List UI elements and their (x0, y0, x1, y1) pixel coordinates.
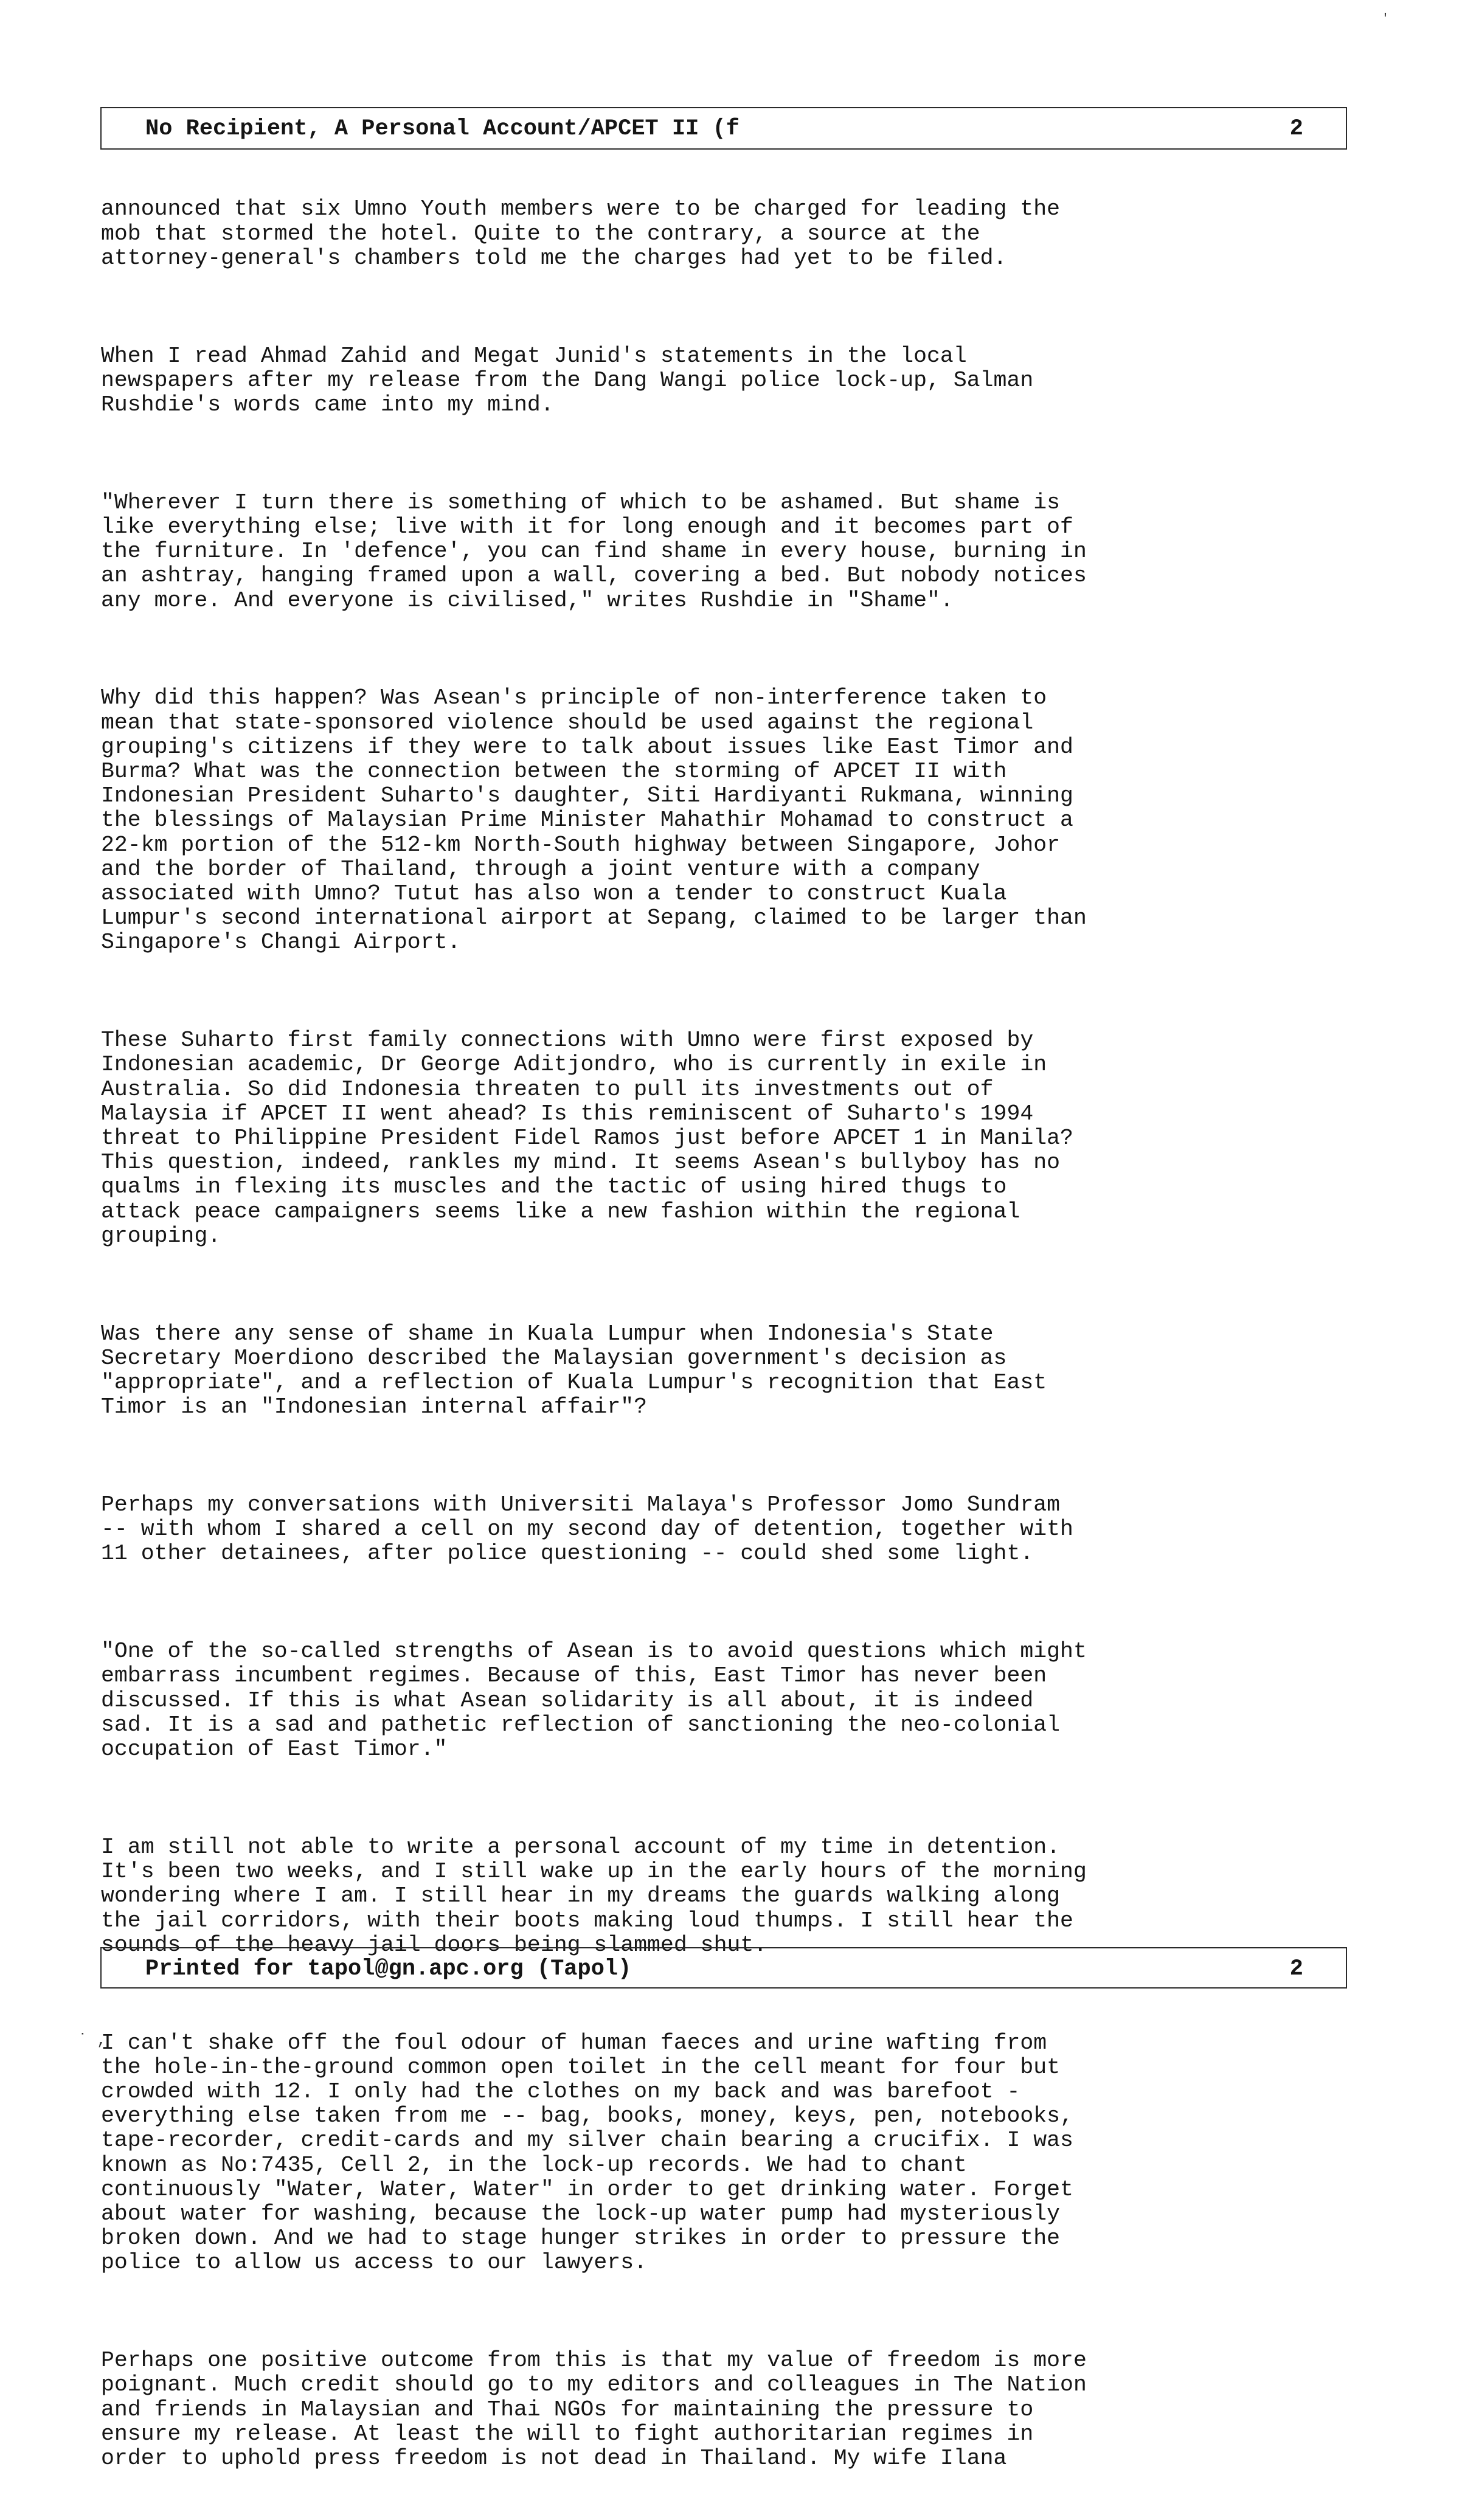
header-page-number: 2 (1289, 116, 1303, 142)
paragraph: "Wherever I turn there is something of which to be ashamed. But shame is like everything else; live with it for long enough and it becomes part of the furniture. In 'defence', you can find shame in every house, burning in an ashtray, hanging framed upon a wall, covering a bed. But nobody notices any more. And everyone is civilised," writes Rushdie in "Shame". (101, 490, 1087, 613)
paragraph: "One of the so-called strengths of Asean is to avoid questions which might embarrass incumbent regimes. Because of this, East Timor has never been discussed. If this is what Asean solidarity is all about, it is indeed sad. It is a sad and pathetic reflection of sanctioning the neo-colonial occupation of East Timor." (101, 1639, 1087, 1762)
document-body (101, 148, 1329, 2520)
paragraph: Why did this happen? Was Asean's principle of non-interference taken to mean that state-sponsored violence should be used against the regional grouping's citizens if they were to talk about issues like East Timor and Burma? What was the connection between the storming of APCET II with Indonesian President Suharto's daughter, Siti Hardiyanti Rukmana, winning the blessings of Malaysian Prime Minister Mahathir Mohamad to construct a 22-km portion of the 512-km North-South highway between Singapore, Johor and the border of Thailand, through a joint venture with a company associated with Umno? Tutut has also won a tender to construct Kuala Lumpur's second international airport at Sepang, claimed to be larger than Singapore's Changi Airport. (101, 685, 1087, 955)
document-title: No Recipient, A Personal Account/APCET II (f (145, 116, 740, 142)
footer-page-number: 2 (1289, 1956, 1303, 1982)
page-header (100, 107, 1347, 150)
paragraph: announced that six Umno Youth members were to be charged for leading the mob that stormed the hotel. Quite to the contrary, a source at the attorney-general's chambers told me the charges had yet to be filed. (101, 196, 1061, 271)
paragraph: I can't shake off the foul odour of human faeces and urine wafting from the hole-in-the-ground common open toilet in the cell meant for four but crowded with 12. I only had the clothes on my back and was barefoot - everything else taken from me -- bag, books, money, keys, pen, notebooks, tape-recorder, credit-cards and my silver chain bearing a crucifix. I was known as No:7435, Cell 2, in the lock-up records. We had to chant continuously "Water, Water, Water" in order to get drinking water. Forget about water for washing, because the lock-up water pump had mysteriously broken down. And we had to stage hunger strikes in order to pressure the police to allow us access to our lawyers. (101, 2030, 1073, 2276)
scan-mark-bottom: ˙ , (78, 2031, 106, 2049)
paragraph: Perhaps one positive outcome from this is that my value of freedom is more poignant. Much credit should go to my editors and colleagues in The Nation and friends in Malaysian and Thai NGOs for maintaining the pressure to ensure my release. At least the will to fight authoritarian regimes in order to uphold press freedom is not dead in Thailand. My wife Ilana (101, 2348, 1087, 2471)
paragraph: I am still not able to write a personal account of my time in detention. It's been two weeks, and I still wake up in the early hours of the morning wondering where I am. I still hear in my dreams the guards walking along the jail corridors, with their boots making loud thumps. I still hear the sounds of the heavy jail doors being slammed shut. (101, 1834, 1087, 1958)
scan-mark-top: ' (1382, 12, 1390, 26)
paragraph: When I read Ahmad Zahid and Megat Junid's statements in the local newspapers after my release from the Dang Wangi police lock-up, Salman Rushdie's words came into my mind. (101, 343, 1034, 418)
page-footer (100, 1947, 1347, 1989)
paragraph: These Suharto first family connections with Umno were first exposed by Indonesian academic, Dr George Aditjondro, who is currently in exile in Australia. So did Indonesia threaten to pull its investments out of Malaysia if APCET II went ahead? Is this reminiscent of Suharto's 1994 threat to Philippine President Fidel Ramos just before APCET 1 in Manila? This question, indeed, rankles my mind. It seems Asean's bullyboy has no qualms in flexing its muscles and the tactic of using hired thugs to attack peace campaigners seems like a new fashion within the regional grouping. (101, 1028, 1073, 1248)
printed-for-line: Printed for tapol@gn.apc.org (Tapol) (145, 1956, 632, 1982)
paragraph: Perhaps my conversations with Universiti Malaya's Professor Jomo Sundram -- with whom I shared a cell on my second day of detention, together with 11 other detainees, after police questioning -- could shed some light. (101, 1492, 1073, 1566)
paragraph: Was there any sense of shame in Kuala Lumpur when Indonesia's State Secretary Moerdiono described the Malaysian government's decision as "appropriate", and a reflection of Kuala Lumpur's recognition that East Timor is an "Indonesian internal affair"? (101, 1321, 1047, 1420)
